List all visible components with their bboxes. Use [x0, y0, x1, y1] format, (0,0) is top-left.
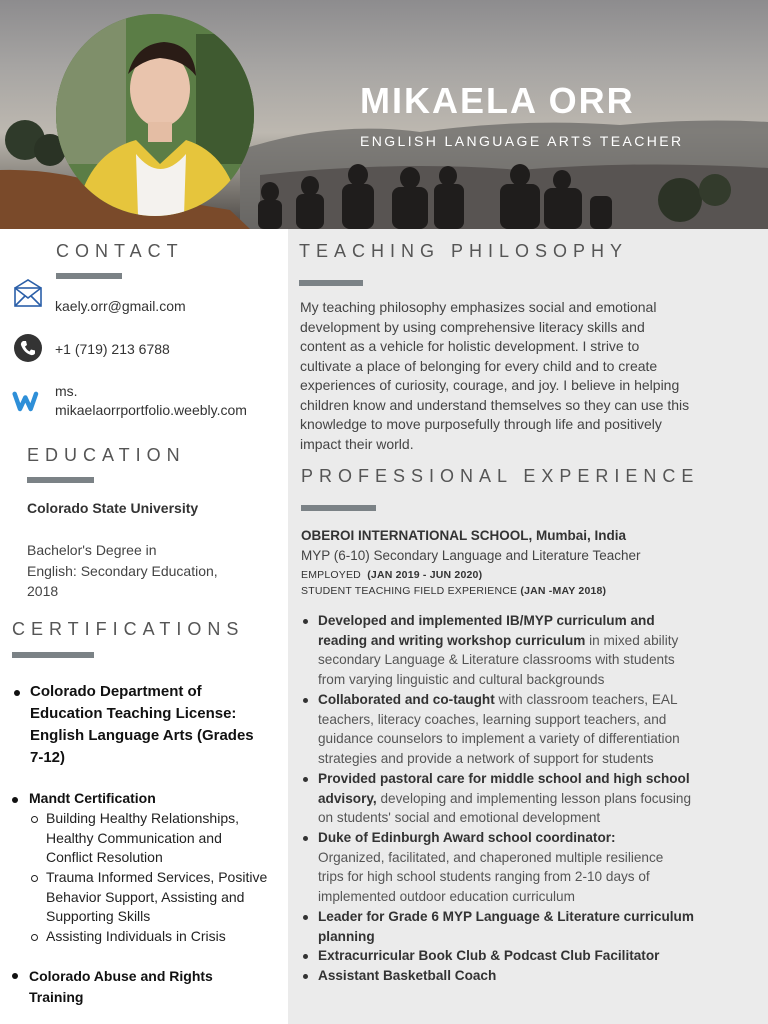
bullet — [303, 974, 308, 979]
profile-photo — [56, 14, 254, 216]
weebly-icon — [12, 385, 44, 417]
experience-divider — [301, 505, 376, 511]
bullet — [12, 797, 18, 803]
bullet — [303, 915, 308, 920]
website-row — [12, 385, 44, 417]
experience-item: Duke of Edinburgh Award school coordinator: Organized, facilitated, and chaperoned multiple resilience trips for high school students ranging from 2-10 days of implemented outdoor education curriculum — [318, 830, 664, 905]
contact-divider — [56, 273, 122, 279]
experience-item: Extracurricular Book Club & Podcast Club Facilitator — [318, 948, 660, 963]
right-column — [288, 229, 768, 1024]
mandt-sub-2: Trauma Informed Services, Positive Behavior Support, Assisting and Supporting Skills — [46, 869, 268, 925]
envelope-icon — [12, 277, 44, 309]
experience-position: MYP (6-10) Secondary Language and Literature Teacher — [301, 548, 641, 563]
experience-org: OBEROI INTERNATIONAL SCHOOL, Mumbai, India — [301, 528, 627, 543]
experience-item: Leader for Grade 6 MYP Language & Literature curriculum planning — [318, 909, 694, 944]
sub-bullet — [31, 875, 38, 882]
mandt-sub-3: Assisting Individuals in Crisis — [46, 928, 226, 944]
certifications-divider — [12, 652, 94, 658]
mandt-sub-1: Building Healthy Relationships, Healthy Communication and Conflict Resolution — [46, 810, 239, 866]
sub-bullet — [31, 934, 38, 941]
bullet — [303, 777, 308, 782]
cert-teaching-license: Colorado Department of Education Teaching License: English Language Arts (Grades 7-12) — [30, 683, 254, 766]
experience-employed: EMPLOYED (JAN 2019 - JUN 2020) — [301, 569, 483, 581]
left-column — [0, 229, 288, 1024]
website-text[interactable] — [55, 382, 247, 420]
candidate-role: ENGLISH LANGUAGE ARTS TEACHER — [360, 133, 684, 149]
bullet — [303, 954, 308, 959]
website-line1: ms. — [55, 383, 78, 399]
email-text[interactable]: kaely.orr@gmail.com — [55, 298, 186, 314]
website-line2: mikaelaorrportfolio.weebly.com — [55, 402, 247, 418]
contact-heading: CONTACT — [56, 241, 184, 261]
experience-item: Provided pastoral care for middle school and high school advisory, developing and implementing lesson plans focusing on students' social and emotional development — [318, 771, 692, 826]
sub-bullet — [31, 816, 38, 823]
header-banner — [0, 0, 768, 229]
education-heading: EDUCATION — [27, 445, 186, 465]
philosophy-heading: TEACHING PHILOSOPHY — [299, 241, 629, 261]
certifications-heading: CERTIFICATIONS — [12, 619, 245, 639]
bullet — [12, 973, 18, 979]
bullet — [14, 690, 20, 696]
cert-abuse-rights: Colorado Abuse and Rights Training — [29, 968, 213, 1005]
phone-icon — [12, 332, 44, 364]
education-divider — [27, 477, 94, 483]
education-degree: Bachelor's Degree in English: Secondary Education, 2018 — [27, 542, 218, 599]
phone-text[interactable]: +1 (719) 213 6788 — [55, 341, 170, 357]
education-school: Colorado State University — [27, 500, 199, 516]
candidate-name: MIKAELA ORR — [360, 80, 635, 121]
experience-heading: PROFESSIONAL EXPERIENCE — [301, 466, 700, 486]
phone-row — [12, 332, 44, 364]
philosophy-text: My teaching philosophy emphasizes social and emotional development by using comprehensive literacy skills and content as a vehicle for holistic development. I strive to cultivate a place of belonging for every child and to create experiences of curiosity, courage, and joy. I believe in helping children know and understand themselves so they can use this knowledge to move purposefully through life and positively impact their world. — [300, 299, 690, 452]
bullet — [303, 619, 308, 624]
experience-item: Developed and implemented IB/MYP curriculum and reading and writing workshop curriculum in mixed ability secondary Language & Literature classrooms with students from varying linguistic and cultural backgrounds — [318, 613, 679, 688]
bullet — [303, 836, 308, 841]
cert-mandt: Mandt Certification — [29, 790, 156, 806]
experience-student-teaching: STUDENT TEACHING FIELD EXPERIENCE (JAN -MAY 2018) — [301, 585, 607, 597]
experience-item: Assistant Basketball Coach — [318, 968, 497, 983]
philosophy-divider — [299, 280, 363, 286]
bullet — [303, 698, 308, 703]
experience-item: Collaborated and co-taught with classroom teachers, EAL teachers, literacy coaches, learning support teachers, and guidance counselors to implement a variety of differentiation strategies and provide a network of support for students — [318, 692, 680, 767]
email-row — [12, 277, 44, 309]
